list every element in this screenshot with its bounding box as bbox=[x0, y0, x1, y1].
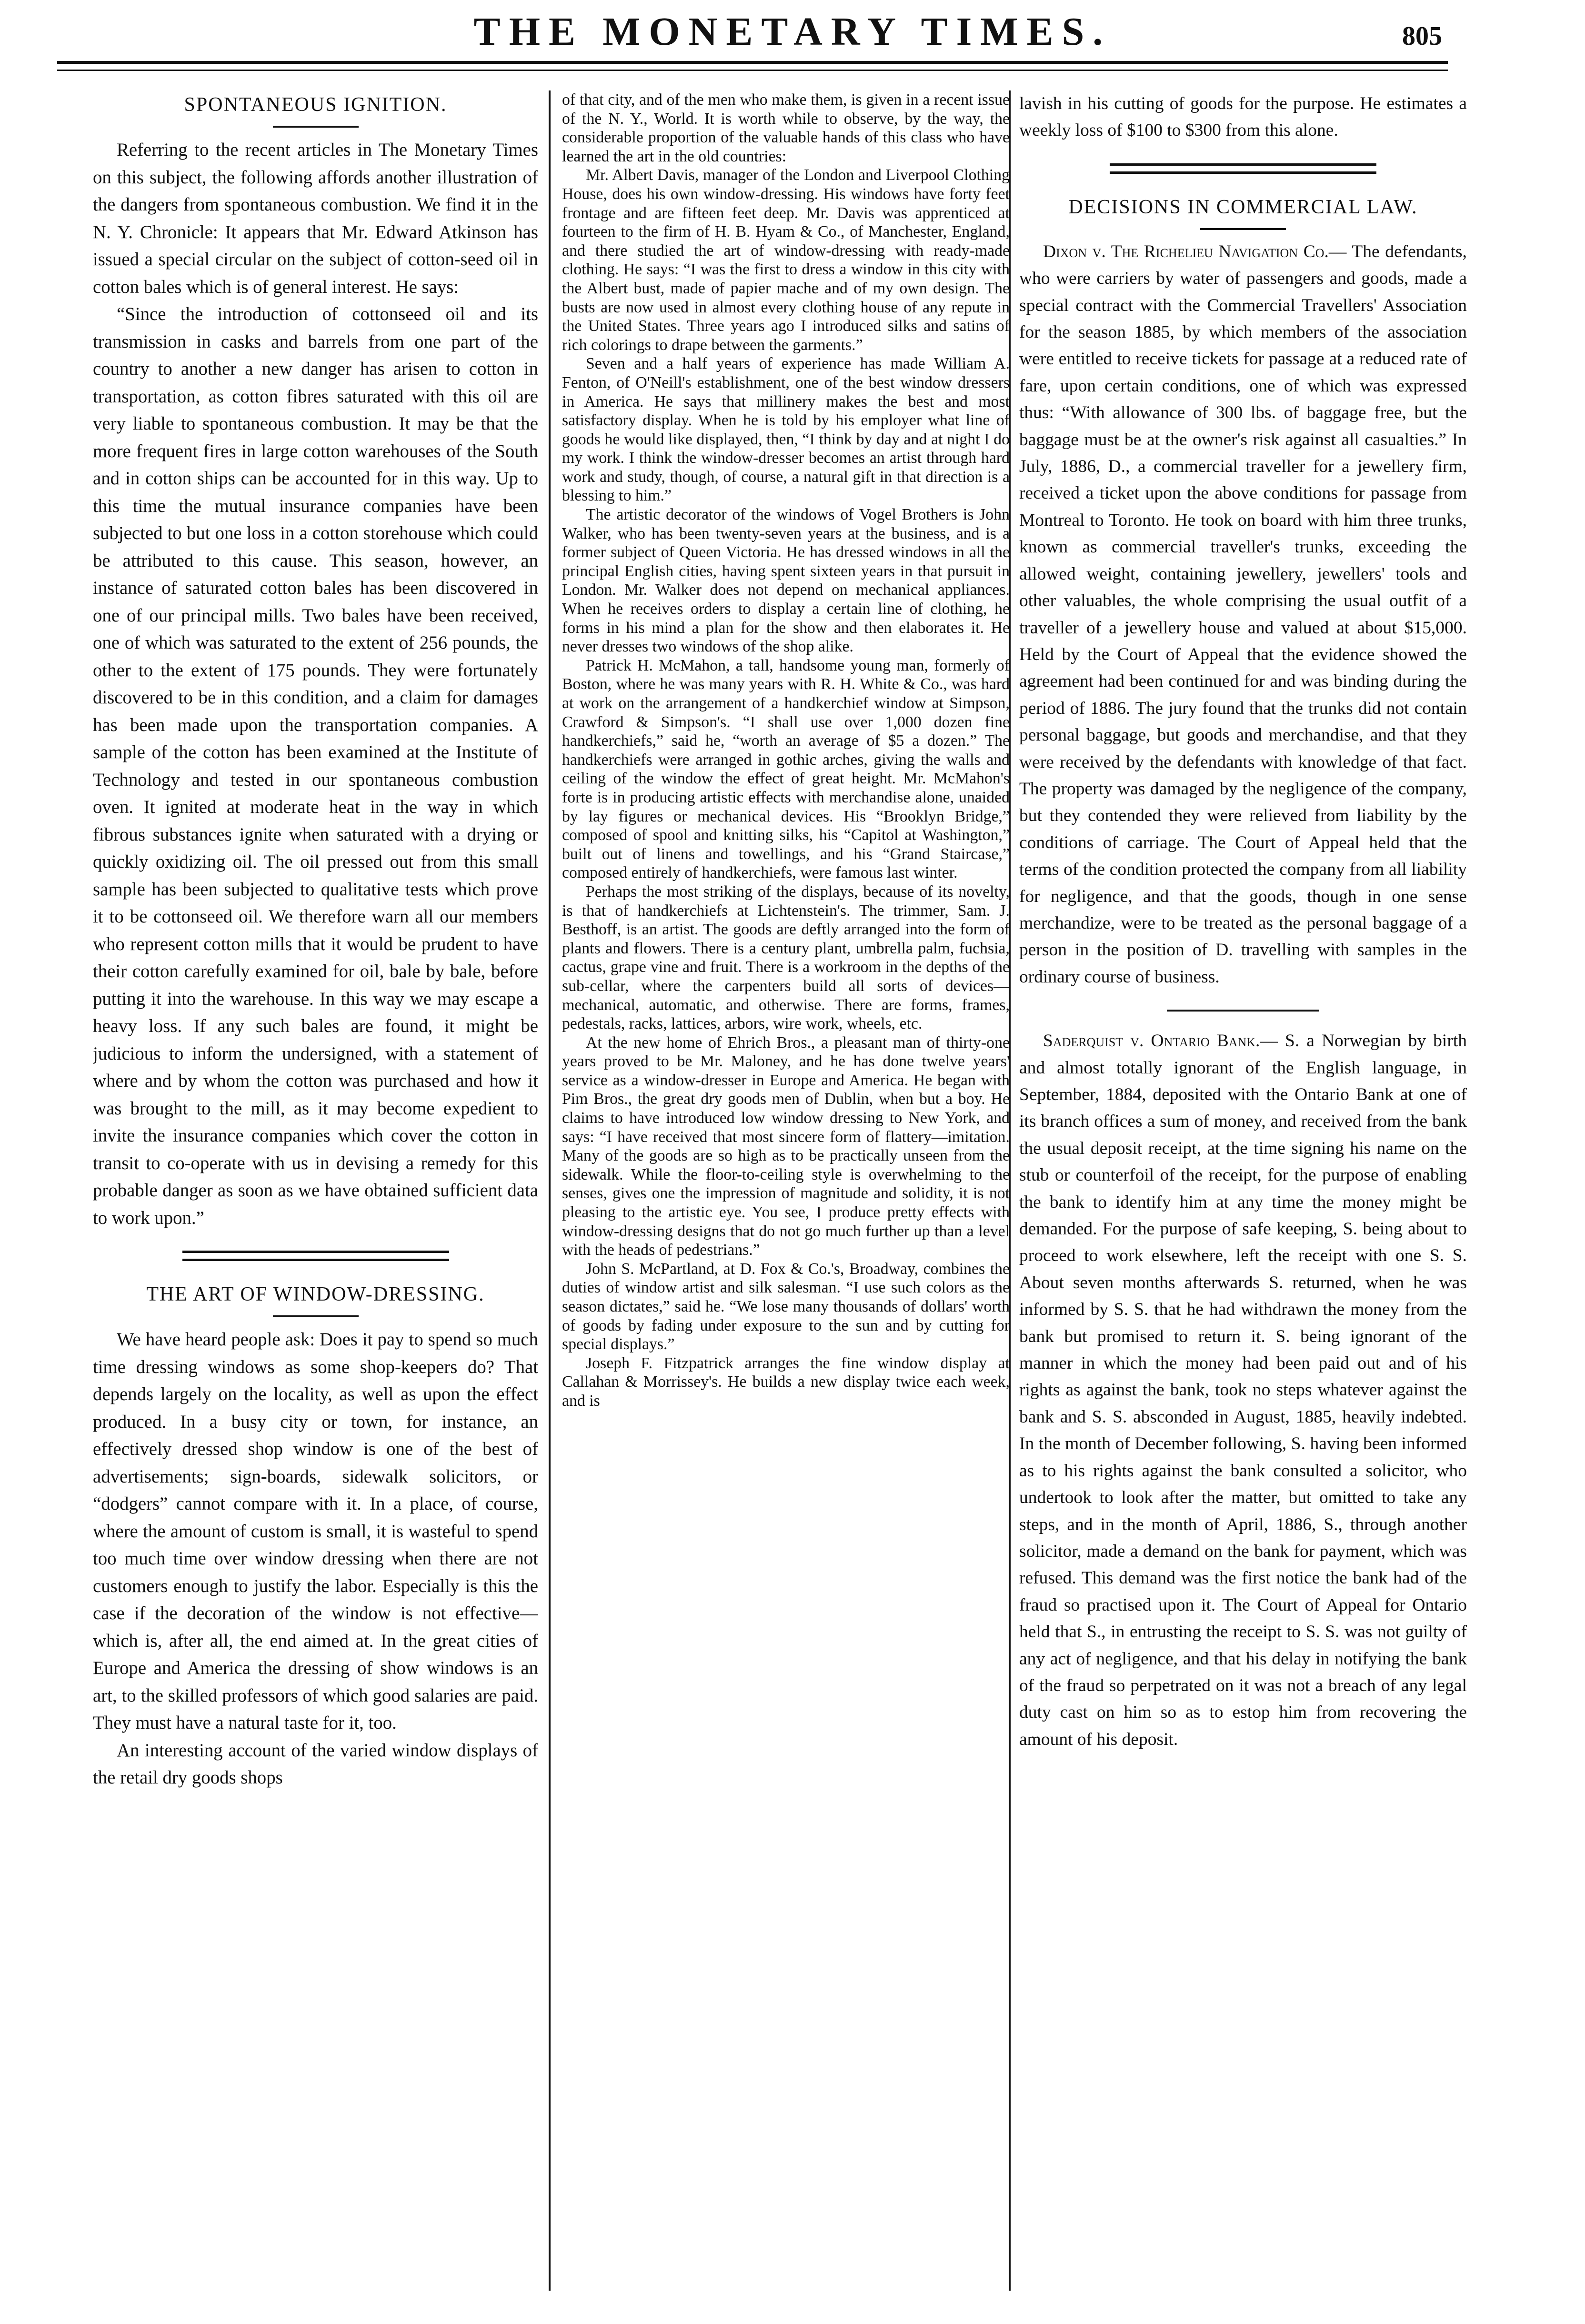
case-title: Saderquist v. Ontario Bank.— bbox=[1043, 1031, 1278, 1051]
heading-rule bbox=[273, 126, 359, 128]
paragraph: Perhaps the most striking of the displays, because of its novelty, is that of handkerchiefs at Lichtenstein's. The trimmer, Sam. J. Besthoff, is an artist. The goods are deftly arranged into the form of plants and flowers. There is a century plant, umbrella palm, fuchsia, cactus, grape vine and fruit. There is a workroom in the depths of the sub-cellar, where the carpenters build all sorts of devices—mechanical, automatic, and otherwise. There are forms, frames, pedestals, racks, lattices, arbors, wire work, wheels, etc. bbox=[562, 882, 1010, 1033]
section-separator bbox=[1110, 163, 1376, 174]
heading-spontaneous-ignition: SPONTANEOUS IGNITION. bbox=[184, 94, 447, 116]
masthead-rule-bottom bbox=[57, 70, 1448, 71]
page-number: 805 bbox=[1402, 21, 1442, 51]
case-text: S. a Norwegian by birth and almost totally ignorant of the English language, in September, 1884, deposited with the Ontario Bank at one of its branch offices a sum of money, and received from the bank the usual deposit receipt, at the time signing his name on the stub or counterfoil of the receipt, for the purpose of enabling the bank to identify him at any time the money might be demanded. For the purpose of safe keeping, S. being about to proceed to work elsewhere, left the receipt with one S. S. About seven months afterwards S. returned, when he was informed by S. S. that he had withdrawn the money from the bank but promised to return it. S. being ignorant of the manner in which the money had been paid out and of his rights as against the bank, took no steps whatever against the bank and S. S. absconded in August, 1885, heavily indebted. In the month of December following, S. having been informed as to his rights against the bank consulted a solicitor, who undertook to look after the matter, but omitted to take any steps, and in the month of April, 1886, S., through another solicitor, made a demand on the bank for payment, which was refused. This demand was the first notice the bank had of the fraud so practised upon it. The Court of Appeal for Ontario held that S., in entrusting the receipt to S. S. was not guilty of any act of negligence, and that his delay in notifying the bank of the fraud so perpetrated on it was not a breach of any legal duty cast on him so as to estop him from recovering the amount of his deposit. bbox=[1019, 1031, 1467, 1749]
column-3 bbox=[1019, 90, 1467, 2291]
heading-commercial-law: DECISIONS IN COMMERCIAL LAW. bbox=[1068, 196, 1418, 218]
column-1 bbox=[93, 90, 538, 2291]
paragraph: of that city, and of the men who make them, is given in a recent issue of the N. Y., World. It is worth while to observe, by the way, the considerable proportion of the valuable hands of this class who have learned the art in the old countries: bbox=[562, 91, 1010, 165]
heading-rule bbox=[1200, 228, 1286, 230]
column-2 bbox=[562, 90, 1010, 2291]
masthead bbox=[0, 0, 1585, 67]
heading-rule bbox=[273, 1315, 359, 1317]
paragraph: The artistic decorator of the windows of Vogel Brothers is John Walker, who has been twenty-seven years at the business, and is a former subject of Queen Victoria. He has dressed windows in all the principal English cities, having spent sixteen years in that pursuit in London. Mr. Walker does not depend on mechanical appliances. When he receives orders to display a certain line of clothing, he forms in his mind a plan for the show and then elaborates it. He never dresses two windows of the shop alike. bbox=[562, 506, 1010, 656]
paragraph: Referring to the recent articles in The Monetary Times on this subject, the following affords another illustration of the dangers from spontaneous combustion. We find it in the N. Y. Chronicle: It appears that Mr. Edward Atkinson has issued a special circular on the subject of cotton-seed oil in cotton bales which is of general interest. He says: bbox=[93, 140, 538, 297]
paragraph: Joseph F. Fitzpatrick arranges the fine window display at Callahan & Morrissey's. He builds a new display twice each week, and is bbox=[562, 1354, 1010, 1410]
paragraph: lavish in his cutting of goods for the purpose. He estimates a weekly loss of $100 to $300 from this alone. bbox=[1019, 94, 1467, 140]
paragraph: John S. McPartland, at D. Fox & Co.'s, Broadway, combines the duties of window artist and silk salesman. “I use such colors as the season dictates,” said he. “We lose many thousands of dollars' worth of goods by fading under exposure to the sun and by cutting for special displays.” bbox=[562, 1260, 1010, 1353]
paragraph: We have heard people ask: Does it pay to spend so much time dressing windows as some shop-keepers do? That depends largely on the locality, as well as upon the effect produced. In a busy city or town, for instance, an effectively dressed shop window is one of the best of advertisements; sign-boards, sidewalk solicitors, or “dodgers” cannot compare with it. In a place, of course, where the amount of custom is small, it is wasteful to spend too much time over window dressing when there are not customers enough to justify the labor. Especially is this the case if the decoration of the window is not effective—which is, after all, the end aimed at. In the great cities of Europe and America the dressing of show windows is an art, to the skilled professors of which good salaries are paid. They must have a natural taste for it, too. bbox=[93, 1329, 538, 1733]
heading-window-dressing: THE ART OF WINDOW-DRESSING. bbox=[146, 1283, 485, 1305]
column-divider-1 bbox=[549, 90, 551, 2291]
case-paragraph bbox=[1019, 1028, 1467, 1753]
section-separator bbox=[182, 1251, 449, 1261]
paragraph: At the new home of Ehrich Bros., a pleasant man of thirty-one years proved to be Mr. Maloney, and he has done twelve years' service as a window-dresser in Europe and America. He began with Pim Bros., the great dry goods men of Dublin, when but a boy. He claims to have introduced low window dressing to New York, and says: “I have received that most sincere form of flattery—imitation. Many of the goods are so high as to be practically unseen from the sidewalk. While the floor-to-ceiling style is overwhelming to the senses, gives one the impression of magnitude and solidity, it is not pleasing to the artistic eye. You see, I produce pretty effects with window-dressing designs that do not go much further up than a level with the heads of pedestrians.” bbox=[562, 1033, 1010, 1259]
paragraph: Patrick H. McMahon, a tall, handsome young man, formerly of Boston, where he was many years with R. H. White & Co., was hard at work on the arrangement of a handkerchief window at Simpson, Crawford & Simpson's. “I shall use over 1,000 dozen fine handkerchiefs,” said he, “worth an average of $5 a dozen.” The handkerchiefs were arranged in gothic arches, giving the walls and ceiling of the window the effect of great height. Mr. McMahon's forte is in producing artistic effects with merchandise alone, unaided by lay figures or mechanical devices. His “Brooklyn Bridge,” composed of spool and knitting silks, his “Capitol at Washington,” built out of linens and towellings, and his “Grand Staircase,” composed entirely of handkerchiefs, were famous last winter. bbox=[562, 656, 1010, 882]
publication-title: THE MONETARY TIMES. bbox=[473, 10, 1112, 54]
quoted-circular: “Since the introduction of cottonseed oil and its transmission in casks and barrels from one part of the country to another a new danger has arisen to cotton in transportation, as cotton fibres saturated with this oil are very liable to spontaneous combustion. It may be that the more frequent fires in large cotton warehouses of the South and in cotton ships can be accounted for in this way. Up to this time the mutual insurance companies have been subjected to but one loss in a cotton storehouse which could be attributed to this cause. This season, however, an instance of saturated cotton bales has been discovered in one of our principal mills. Two bales have been received, one of which was saturated to the extent of 256 pounds, the other to the extent of 175 pounds. They were fortunately discovered to be in this condition, and a claim for damages has been made upon the transportation companies. A sample of the cotton has been examined at the Institute of Technology and tested in our spontaneous combustion oven. It ignited at moderate heat in the way in which fibrous substances ignite when saturated with a drying or quickly oxidizing oil. The oil pressed out from this small sample has been subjected to qualitative tests which prove it to be cottonseed oil. We therefore warn all our members who represent cotton mills that it would be prudent to have their cotton carefully examined for oil, bale by bale, before putting it into the warehouse. In this way we may escape a heavy loss. If any such bales are found, it might be judicious to inform the undersigned, with a statement of where and by whom the cotton was purchased and how it was brought to the mill, as it may become expedient to invite the insurance companies which cover the cotton in transit to co-operate with us in devising a remedy for this probable danger as soon as we have obtained sufficient data to work upon.” bbox=[93, 304, 538, 1228]
case-paragraph bbox=[1019, 239, 1467, 991]
paragraph: An interesting account of the varied window displays of the retail dry goods shops bbox=[93, 1740, 538, 1788]
case-separator bbox=[1167, 1010, 1319, 1012]
case-title: Dixon v. The Richelieu Navigation Co.— bbox=[1043, 241, 1347, 261]
paragraph: Seven and a half years of experience has made William A. Fenton, of O'Neill's establishment, one of the best window dressers in America. He says that millinery makes the best and most satisfactory display. When he is told by his employer what line of goods he would like displayed, then, “I think by day and at night I do my work. I think the window-dresser becomes an artist through hard work and study, though, of course, a natural gift in that direction is a blessing to him.” bbox=[562, 355, 1010, 505]
paragraph: Mr. Albert Davis, manager of the London and Liverpool Clothing House, does his own window-dressing. His windows have forty feet frontage and are fifteen feet deep. Mr. Davis was apprenticed at fourteen to the firm of H. B. Hyam & Co., of Manchester, England, and there studied the art of window-dressing with ready-made clothing. He says: “I was the first to dress a window in this city with the Albert bust, made of papier mache and of my own design. The busts are now used in almost every clothing house of any repute in the United States. Three years ago I introduced silks and satins of rich colorings to drape between the garments.” bbox=[562, 166, 1010, 354]
masthead-rule-top bbox=[57, 61, 1448, 64]
case-text: The defendants, who were carriers by water of passengers and goods, made a special contract with the Commercial Travellers' Association for the season 1885, by which members of the association were entitled to receive tickets for passage at a reduced rate of fare, upon certain conditions, one of which was expressed thus: “With allowance of 300 lbs. of baggage free, but the baggage must be at the owner's risk against all casualties.” In July, 1886, D., a commercial traveller for a jewellery firm, received a ticket upon the above conditions for passage from Montreal to Toronto. He took on board with him three trunks, known as commercial traveller's trunks, exceeding the allowed weight, containing jewellery, jewellers' tools and other valuables, the whole comprising the usual outfit of a traveller of a jewellery house and valued at about $15,000. Held by the Court of Appeal that the evidence showed the agreement had been continued for and was binding during the period of 1886. The jury found that the trunks did not contain personal baggage, but goods and merchandise, and that they were received by the defendants with knowledge of that fact. The property was damaged by the negligence of the company, but they contended they were relieved from liability by the conditions of carriage. The Court of Appeal held that the terms of the condition protected the company from all liability for negligence, and that the goods, though in one sense merchandize, were to be treated as the personal baggage of a person in the position of D. travelling with samples in the ordinary course of business. bbox=[1019, 241, 1467, 987]
